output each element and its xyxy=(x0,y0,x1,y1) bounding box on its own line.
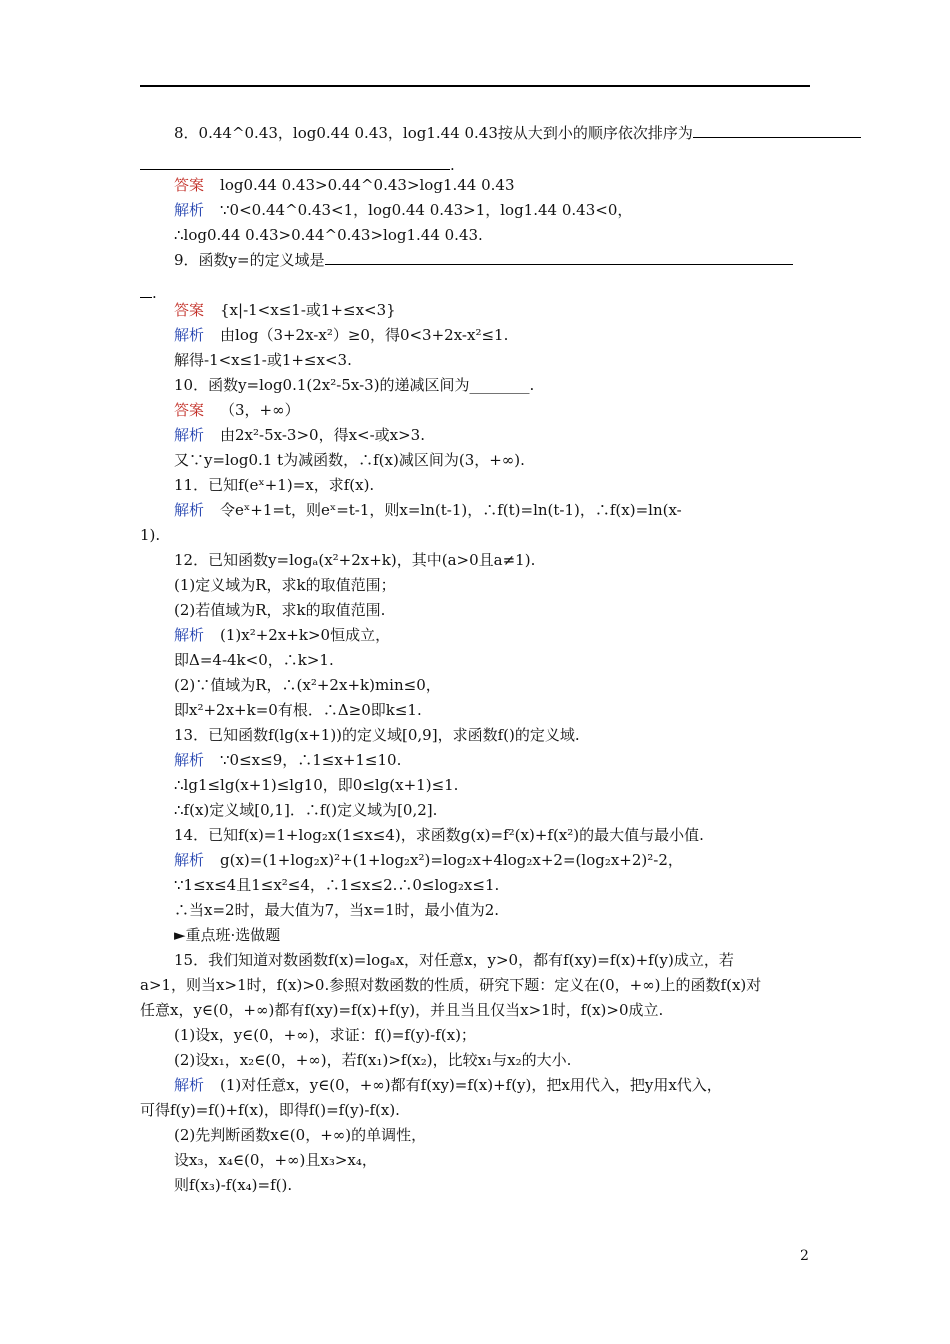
analysis-label: 解析 xyxy=(174,1076,205,1094)
line-text: 解得-1<x≤1-或1+≤x<3. xyxy=(174,351,352,369)
text-line xyxy=(174,123,861,143)
line-text: (2)∵值域为R，∴(x²+2x+k)min≤0， xyxy=(174,676,441,694)
header-rule xyxy=(140,85,810,87)
text-line xyxy=(174,425,425,445)
line-text: . xyxy=(450,156,455,174)
text-line xyxy=(174,775,458,795)
text-line xyxy=(140,1100,400,1120)
answer-label: 答案 xyxy=(174,401,205,419)
line-text: 任意x，y∈(0，+∞)都有f(xy)=f(x)+f(y)，并且当且仅当x>1时，f(x)>0成立. xyxy=(140,1001,664,1019)
text-line xyxy=(174,950,734,970)
text-line xyxy=(174,750,401,770)
line-text: 由log（3+2x-x²）≥0，得0<3+2x-x²≤1. xyxy=(220,326,509,344)
answer-label: 答案 xyxy=(174,176,205,194)
text-line xyxy=(174,1175,292,1195)
line-text: (2)若值域为R，求k的取值范围. xyxy=(174,601,386,619)
text-line xyxy=(174,225,483,245)
text-line xyxy=(174,250,793,270)
text-line xyxy=(174,675,441,695)
line-text: 令eˣ+1=t，则eˣ=t-1，则x=ln(t-1)，∴f(t)=ln(t-1)，∴f(x)=ln(x- xyxy=(220,501,682,519)
line-text: (1)定义域为R，求k的取值范围； xyxy=(174,576,396,594)
line-text: 即x²+2x+k=0有根．∴Δ≥0即k≤1. xyxy=(174,701,422,719)
text-line xyxy=(140,975,761,995)
text-line xyxy=(174,600,385,620)
line-text: ∵0<0.44^0.43<1，log0.44 0.43>1，log1.44 0.43<0， xyxy=(220,201,633,219)
text-line xyxy=(174,450,525,470)
answer-label: 答案 xyxy=(174,301,205,319)
line-text: ∵0≤x≤9，∴1≤x+1≤10. xyxy=(220,751,402,769)
line-text: ►重点班·选做题 xyxy=(174,926,281,944)
text-line xyxy=(140,525,160,545)
answer-blank xyxy=(693,123,861,138)
line-text: 13．已知函数f(lg(x+1))的定义域[0,9]，求函数f()的定义域. xyxy=(174,726,580,744)
text-line xyxy=(174,1050,571,1070)
text-line xyxy=(174,1150,377,1170)
text-line xyxy=(174,300,396,320)
analysis-label: 解析 xyxy=(174,201,205,219)
text-line xyxy=(140,283,157,303)
text-line xyxy=(174,700,422,720)
text-line xyxy=(174,1075,722,1095)
line-text: 14．已知f(x)=1+log₂x(1≤x≤4)，求函数g(x)=f²(x)+f(x²)的最大值与最小值. xyxy=(174,826,704,844)
line-text: (1)设x，y∈(0，+∞)，求证：f()=f(y)-f(x)； xyxy=(174,1026,476,1044)
analysis-label: 解析 xyxy=(174,751,205,769)
analysis-label: 解析 xyxy=(174,326,205,344)
line-text: {x|-1<x≤1-或1+≤x<3} xyxy=(220,301,396,319)
text-line xyxy=(174,175,515,195)
text-line xyxy=(174,925,280,945)
text-line xyxy=(174,825,704,845)
line-text: ∴log0.44 0.43>0.44^0.43>log1.44 0.43. xyxy=(174,226,483,244)
text-line xyxy=(174,1025,476,1045)
text-line xyxy=(174,1125,426,1145)
analysis-label: 解析 xyxy=(174,501,205,519)
text-line xyxy=(174,800,437,820)
answer-blank xyxy=(140,283,152,298)
text-line xyxy=(140,1000,663,1020)
line-text: log0.44 0.43>0.44^0.43>log1.44 0.43 xyxy=(220,176,515,194)
line-text: 8．0.44^0.43，log0.44 0.43，log1.44 0.43按从大到小的顺序依次排序为 xyxy=(174,124,693,142)
line-text: ∴当x=2时，最大值为7，当x=1时，最小值为2. xyxy=(174,901,499,919)
page-number: 2 xyxy=(800,1248,809,1264)
text-line xyxy=(174,325,508,345)
answer-blank xyxy=(325,250,793,265)
text-line xyxy=(174,725,580,745)
line-text: 又∵y=log0.1 t为减函数，∴f(x)减区间为(3，+∞). xyxy=(174,451,525,469)
analysis-label: 解析 xyxy=(174,626,205,644)
text-line xyxy=(174,875,499,895)
line-text: 可得f(y)=f()+f(x)，即得f()=f(y)-f(x). xyxy=(140,1101,400,1119)
text-line xyxy=(174,400,300,420)
text-line xyxy=(174,850,683,870)
line-text: 则f(x₃)-f(x₄)=f(). xyxy=(174,1176,293,1194)
line-text: 11．已知f(eˣ+1)=x，求f(x). xyxy=(174,476,375,494)
line-text: (2)设x₁，x₂∈(0，+∞)，若f(x₁)>f(x₂)，比较x₁与x₂的大小. xyxy=(174,1051,572,1069)
line-text: 由2x²-5x-3>0，得x<-或x>3. xyxy=(220,426,425,444)
text-line xyxy=(174,375,534,395)
text-line xyxy=(140,155,455,175)
line-text: a>1，则当x>1时，f(x)>0.参照对数函数的性质，研究下题：定义在(0，+∞)上的函数f(x)对 xyxy=(140,976,762,994)
line-text: 12．已知函数y=logₐ(x²+2x+k)，其中(a>0且a≠1). xyxy=(174,551,536,569)
analysis-label: 解析 xyxy=(174,851,205,869)
text-line xyxy=(174,625,390,645)
text-line xyxy=(174,650,334,670)
line-text: ∵1≤x≤4且1≤x²≤4，∴1≤x≤2.∴0≤log₂x≤1. xyxy=(174,876,500,894)
text-line xyxy=(174,200,632,220)
line-text: (1)对任意x，y∈(0，+∞)都有f(xy)=f(x)+f(y)，把x用代入，把y用x代入， xyxy=(220,1076,722,1094)
text-line xyxy=(174,900,499,920)
line-text: 设x₃，x₄∈(0，+∞)且x₃>x₄， xyxy=(174,1151,377,1169)
text-line xyxy=(174,500,682,520)
text-line xyxy=(174,475,374,495)
line-text: 15．我们知道对数函数f(x)=logₐx，对任意x，y>0，都有f(xy)=f(x)+f(y)成立，若 xyxy=(174,951,734,969)
line-text: ∴f(x)定义域[0,1]．∴f()定义域为[0,2]. xyxy=(174,801,438,819)
line-text: 1). xyxy=(140,526,161,544)
text-line xyxy=(174,575,396,595)
line-text: . xyxy=(152,284,157,302)
text-line xyxy=(174,350,352,370)
line-text: （3，+∞） xyxy=(220,401,300,419)
line-text: (1)x²+2x+k>0恒成立， xyxy=(220,626,391,644)
line-text: 9．函数y=的定义域是 xyxy=(174,251,325,269)
line-text: g(x)=(1+log₂x)²+(1+log₂x²)=log₂x+4log₂x+2=(log₂x+2)²-2， xyxy=(220,851,683,869)
analysis-label: 解析 xyxy=(174,426,205,444)
line-text: ∴lg1≤lg(x+1)≤lg10，即0≤lg(x+1)≤1. xyxy=(174,776,459,794)
answer-blank xyxy=(140,155,450,170)
line-text: (2)先判断函数x∈(0，+∞)的单调性， xyxy=(174,1126,427,1144)
text-line xyxy=(174,550,535,570)
line-text: 即Δ=4-4k<0，∴k>1. xyxy=(174,651,334,669)
line-text: 10．函数y=log0.1(2x²-5x-3)的递减区间为________. xyxy=(174,376,535,394)
